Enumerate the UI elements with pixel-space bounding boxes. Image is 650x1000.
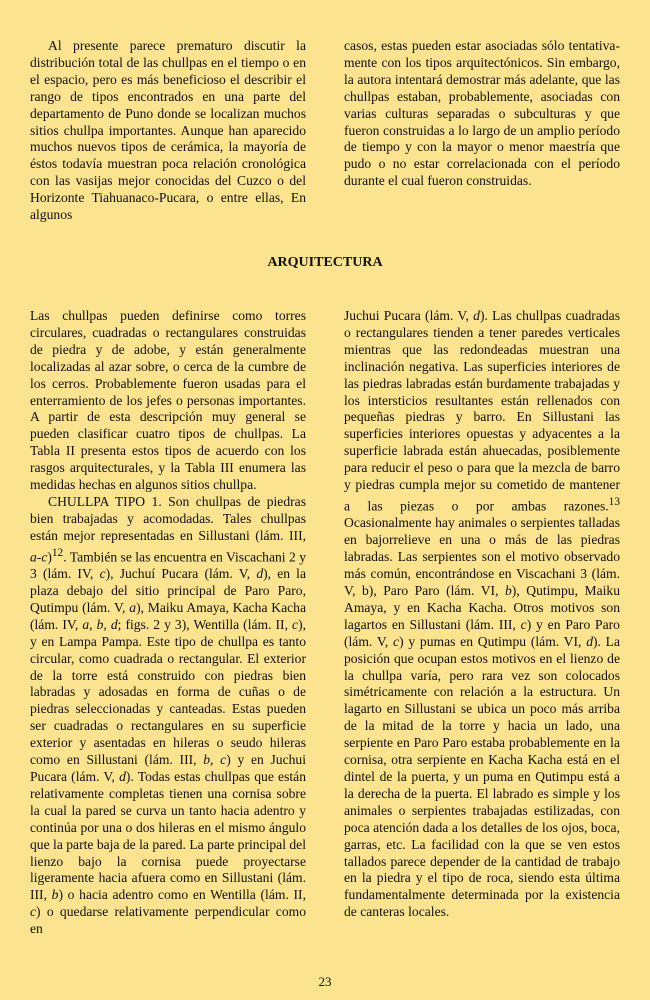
page-number: 23 [318,974,332,989]
footnote-marker: 13 [608,495,620,508]
text-run: ) y en Juchui Pucara (lám. V, [30,752,306,784]
text-run: ) [47,549,52,565]
text-run: Juchui Pucara (lám. V, [344,308,474,323]
body-paragraph-2 [30,494,306,938]
text-run: ). La posición que ocupan estos motivos en el lienzo de la chullpa varía, pero rara vez son colocados simétricamente con relación a la estructura. Un lagarto en Sillustani se ubica un poco más arriba de la mitad de la torre y hacia un lado, una serpiente en Paro Paro estaba probablemente en la cornisa, otra serpiente en Kacha Kacha está en el dintel de la puerta, y un puma en Qutimpu está a la derecha de la puerta. El labrado es simple y los animales o serpientes trabajadas estilizadas, con poca atención dada a los detalles de los ojos, boca, garras, etc. La facilidad con la que se ven estos tallados parece depender de la cantidad de trabajo en la piedra y el tipo de roca, siendo esta última fundamentalmente determinada por la existencia de canteras locales. [344,633,621,920]
intro-paragraph-left: Al presente parece prematuro discutir la distribución total de las chullpas en el tiempo o en el espacio, pero es más beneficioso el describir el rango de tipos encontrados en una parte del departamento de Puno donde se localizan muchos sitios chullpa importantes. Aunque han aparecido muchos nuevos tipos de cerámica, la mayoría de éstos todavía muestran poca relación cronológica con las vasijas mejor conocidas del Cuzco o del Horizonte Tiahuanaco-Pucara, o entre ellas, En algunos [30,38,306,223]
body-right-column [344,308,620,921]
italic-run: d [256,566,264,582]
text-run: ) o hacia adentro como en Wentilla (lám. II, [58,887,306,903]
section-heading: ARQUITECTURA [267,255,383,270]
italic-run: c [520,616,527,632]
footnote-marker: 12 [51,546,64,559]
italic-run: d [473,308,480,323]
text-run: ) o quedarse relativamente perpendicular como en [30,904,306,937]
italic-run: d [119,769,126,784]
body-paragraph-1: Las chullpas pueden definirse como torres circulares, cuadradas o rectangulares construidas de piedra y de adobe, y están generalmente localizadas al azar sobre, o cerca de la cumbre de los cerros. Probablemente fueron usadas para el enterramiento de los jefes o personas importantes. A partir de esta descripción muy general se pueden clasificar cuatro tipos de chullpas. La Tabla II presenta estos tipos de acuerdo con los rasgos arquitecturales, y la Tabla III enumera las medidas hechas en algunos sitios chullpa. [30,308,306,493]
text-run: ; figs. 2 y 3), Wentilla (lám. II, [117,616,293,632]
text-run: ), en la plaza debajo del sitio principal de Paro Paro, Qutimpu (lám. V, [30,566,306,615]
intro-left-column [30,38,306,224]
body-paragraph-3 [344,308,620,921]
italic-run: a [129,599,137,615]
italic-run: a-c [30,549,48,565]
text-run: ), Maiku Amaya, Kacha Kacha (lám. IV, [30,599,307,632]
intro-right-column [344,38,620,190]
text-run: ), Qutimpu, Maiku Amaya, y en Kacha Kacha. Otros motivos son lagartos en Sillustani (lám. III, [344,583,621,632]
text-run: ). Todas estas chullpas que están relativamente completas tienen una cornisa sobre la cual la pared se curva un tanto hacia adentro y continúa por una o dos hileras en el mismo ángulo que la parte baja de la pared. La parte principal del lienzo bajo la cornisa puede proyectarse ligeramente hacia afuera como en Sillustani (lám. III, [30,769,306,903]
italic-run: d [586,633,593,649]
text-run: ). Las chullpas cuadradas o rectangulares tienden a tener paredes verticales mientras que las redondeadas muestran una inclinación negativa. Las superficies interiores de las piedras labradas están burdamente trabajadas y los intersticios resultantes están rellenados con pequeñas piedras y barro. En Sillustani las superficies interiores opuestas y adyacentes a la superficie labrada están ahuecadas, posiblemente para reducir el peso o para que la mezcla de barro y piedras cumpla mejor su cometido de mantener a las piezas o por ambas razones. [344,308,620,514]
text-run: CHULLPA TIPO 1. Son chullpas de piedras bien trabajadas y acomodadas. Tales chullpas están mejor representadas en Sillustani (lám. III, [30,493,306,543]
text-run: . También se las encuentra en Viscachani 2 y 3 (lám. IV, [30,549,306,582]
text-run: ) y pumas en Qutimpu (lám. VI, [399,633,587,649]
italic-run: b [505,583,512,599]
italic-run: c [99,566,106,582]
text-run: ), Juchuí Pucara (lám. V, [105,566,257,582]
italic-run: c [292,616,299,632]
italic-run: c [30,904,37,920]
italic-run: a, b, d [82,616,118,632]
intro-paragraph-right: casos, estas pueden estar asociadas sólo tentativa-mente con los tipos arquitectónicos. Sin embargo, la autora intentará demostrar más adelante, que las chullpas estaban, probablemente, asociadas con varias culturas separadas o subculturas y que fueron construidas a lo largo de un amplio período de tiempo y con la mayor o menor maestría que pudo o no estar correlacionada con el período durante el cual fueron construidas. [344,38,620,189]
text-run: Ocasionalmente hay animales o serpientes talladas en bajorrelieve en una o más de las piedras labradas. Las serpientes son el motivo observado más común, encontrándose en Viscachani 3 (lám. V, b), Paro Paro (lám. VI, [344,515,620,599]
text-run: ) y en Paro Paro (lám. V, [344,616,620,649]
italic-run: b, c [203,752,227,768]
text-run: ), y en Lampa Pampa. Este tipo de chullpa es tanto circular, como cuadrada o rectangular. El exterior de la torre está construido con piedras bien labradas y adosadas en forma de cuñas o de piedras seleccionadas y canteadas. Estas pueden ser cuadradas o rectangulares en su superficie exterior y asentadas en hileras o seudo hileras como en Sillustani (lám. III, [30,616,306,768]
italic-run: c [393,633,400,649]
italic-run: b [51,887,59,903]
body-left-column [30,308,306,938]
